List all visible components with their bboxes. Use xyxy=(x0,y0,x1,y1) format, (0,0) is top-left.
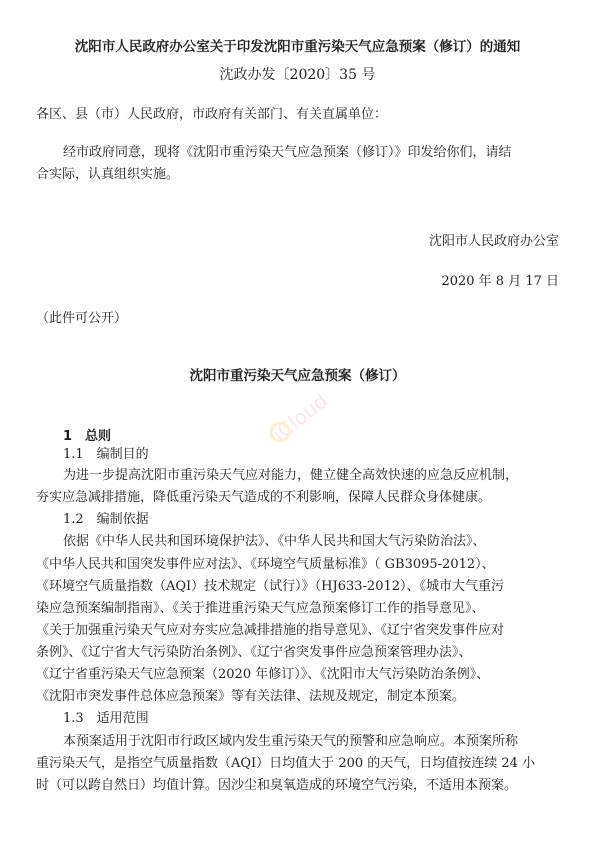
notice-body-line: 合实际，认真组织实施。 xyxy=(36,167,180,182)
subsection-heading-1-1: 1.1 编制目的 xyxy=(63,447,149,462)
subsection-heading-1-2: 1.2 编制依据 xyxy=(63,512,149,527)
issue-date: 2020 年 8 月 17 日 xyxy=(441,274,559,289)
paragraph-line: 《辽宁省重污染天气应急预案（2020 年修订）》、《沈阳市大气污染防治条例》、 xyxy=(36,667,490,682)
paragraph-line: 《中华人民共和国突发事件应对法》、《环境空气质量标准》（ GB3095-2012）、 xyxy=(36,557,495,572)
icloud-watermark-logo xyxy=(258,380,348,450)
svg-text:iCloud: iCloud xyxy=(268,388,333,447)
paragraph-line: 为进一步提高沈阳市重污染天气应对能力，健立健全高效快速的应急反应机制， xyxy=(63,468,519,483)
paragraph-line: 《沈阳市突发事件总体应急预案》等有关法律、法规及规定，制定本预案。 xyxy=(36,689,466,704)
document-number: 沈政办发〔2020〕35 号 xyxy=(219,67,376,83)
plan-title: 沈阳市重污染天气应急预案（修订） xyxy=(189,368,406,384)
section-heading-1: 1 总则 xyxy=(63,429,112,444)
paragraph-line: 《关于加强重污染天气应对夯实应急减排措施的指导意见》、《辽宁省突发事件应对 xyxy=(36,623,505,638)
paragraph-line: 本预案适用于沈阳市行政区域内发生重污染天气的预警和应急响应。本预案所称 xyxy=(63,734,519,749)
document-title: 沈阳市人民政府办公室关于印发沈阳市重污染天气应急预案（修订）的通知 xyxy=(74,39,521,55)
paragraph-line: 重污染天气，是指空气质量指数（AQI）日均值大于 200 的天气，日均值按连续 24 小 xyxy=(36,756,536,771)
paragraph-line: 夯实应急减排措施，降低重污染天气造成的不利影响，保障人民群众身体健康。 xyxy=(36,490,492,505)
salutation: 各区、县（市）人民政府，市政府有关部门、有关直属单位： xyxy=(36,107,388,122)
notice-body-line: 经市政府同意，现将《沈阳市重污染天气应急预案（修订）》印发给你们，请结 xyxy=(63,145,512,160)
paragraph-line: 依据《中华人民共和国环境保护法》、《中华人民共和国大气污染防治法》、 xyxy=(63,534,486,549)
paragraph-line: 条例》、《辽宁省大气污染防治条例》、《辽宁省突发事件应急预案管理办法》、 xyxy=(36,645,472,660)
paragraph-line: 《环境空气质量指数（AQI）技术规定（试行）》（HJ633-2012）、《城市大气重污 xyxy=(36,579,505,594)
issuer: 沈阳市人民政府办公室 xyxy=(428,234,559,249)
disclosure-note: （此件可公开） xyxy=(36,311,128,326)
paragraph-line: 染应急预案编制指南》、《关于推进重污染天气应急预案修订工作的指导意见》、 xyxy=(36,601,485,616)
subsection-heading-1-3: 1.3 适用范围 xyxy=(63,711,149,726)
paragraph-line: 时（可以跨自然日）均值计算。因沙尘和臭氧造成的环境空气污染，不适用本预案。 xyxy=(36,778,518,793)
